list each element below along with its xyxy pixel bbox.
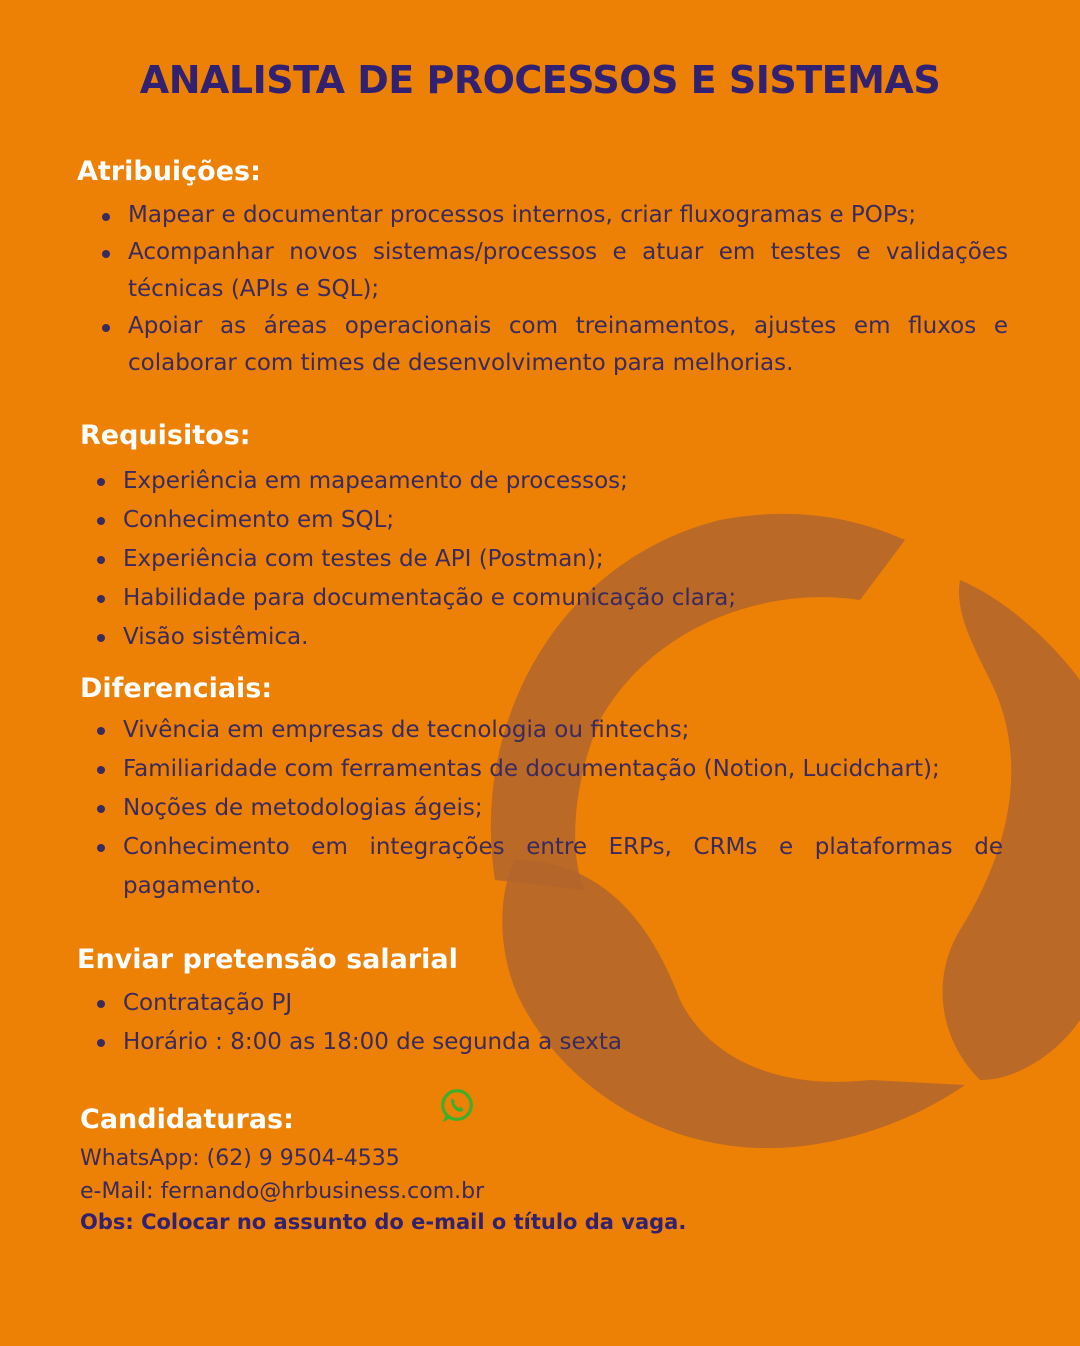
list-item: Visão sistêmica. xyxy=(97,618,1003,657)
whatsapp-icon[interactable] xyxy=(438,1087,476,1125)
list-item: Horário : 8:00 as 18:00 de segunda a sexta xyxy=(97,1023,1003,1062)
list-item: Experiência com testes de API (Postman); xyxy=(97,540,1003,579)
section-heading-pretensao: Enviar pretensão salarial xyxy=(77,944,458,975)
list-requisitos xyxy=(97,462,1003,657)
list-item: Acompanhar novos sistemas/processos e atuar em testes e validações técnicas (APIs e SQL); xyxy=(102,234,1008,308)
page-title: ANALISTA DE PROCESSOS E SISTEMAS xyxy=(139,58,941,102)
list-item: Conhecimento em SQL; xyxy=(97,501,1003,540)
list-item: Familiaridade com ferramentas de documentação (Notion, Lucidchart); xyxy=(97,750,1003,789)
section-heading-candidaturas: Candidaturas: xyxy=(80,1104,294,1135)
list-item: Conhecimento em integrações entre ERPs, CRMs e plataformas de pagamento. xyxy=(97,828,1003,906)
section-heading-atribuicoes: Atribuições: xyxy=(77,156,261,187)
list-item: Noções de metodologias ágeis; xyxy=(97,789,1003,828)
list-item: Mapear e documentar processos internos, criar fluxogramas e POPs; xyxy=(102,197,1008,234)
whatsapp-contact[interactable]: WhatsApp: (62) 9 9504-4535 xyxy=(80,1146,400,1171)
list-item: Experiência em mapeamento de processos; xyxy=(97,462,1003,501)
email-contact[interactable]: e-Mail: fernando@hrbusiness.com.br xyxy=(80,1179,485,1204)
section-heading-diferenciais: Diferenciais: xyxy=(80,673,273,704)
obs-note: Obs: Colocar no assunto do e-mail o título da vaga. xyxy=(80,1210,687,1234)
list-item: Contratação PJ xyxy=(97,984,1003,1023)
list-item: Apoiar as áreas operacionais com treinamentos, ajustes em fluxos e colaborar com times de desenvolvimento para melhorias. xyxy=(102,308,1008,382)
list-pretensao xyxy=(97,984,1003,1062)
list-item: Habilidade para documentação e comunicação clara; xyxy=(97,579,1003,618)
list-atribuicoes xyxy=(102,197,1008,382)
list-item: Vivência em empresas de tecnologia ou fintechs; xyxy=(97,711,1003,750)
list-diferenciais xyxy=(97,711,1003,906)
section-heading-requisitos: Requisitos: xyxy=(80,420,251,451)
